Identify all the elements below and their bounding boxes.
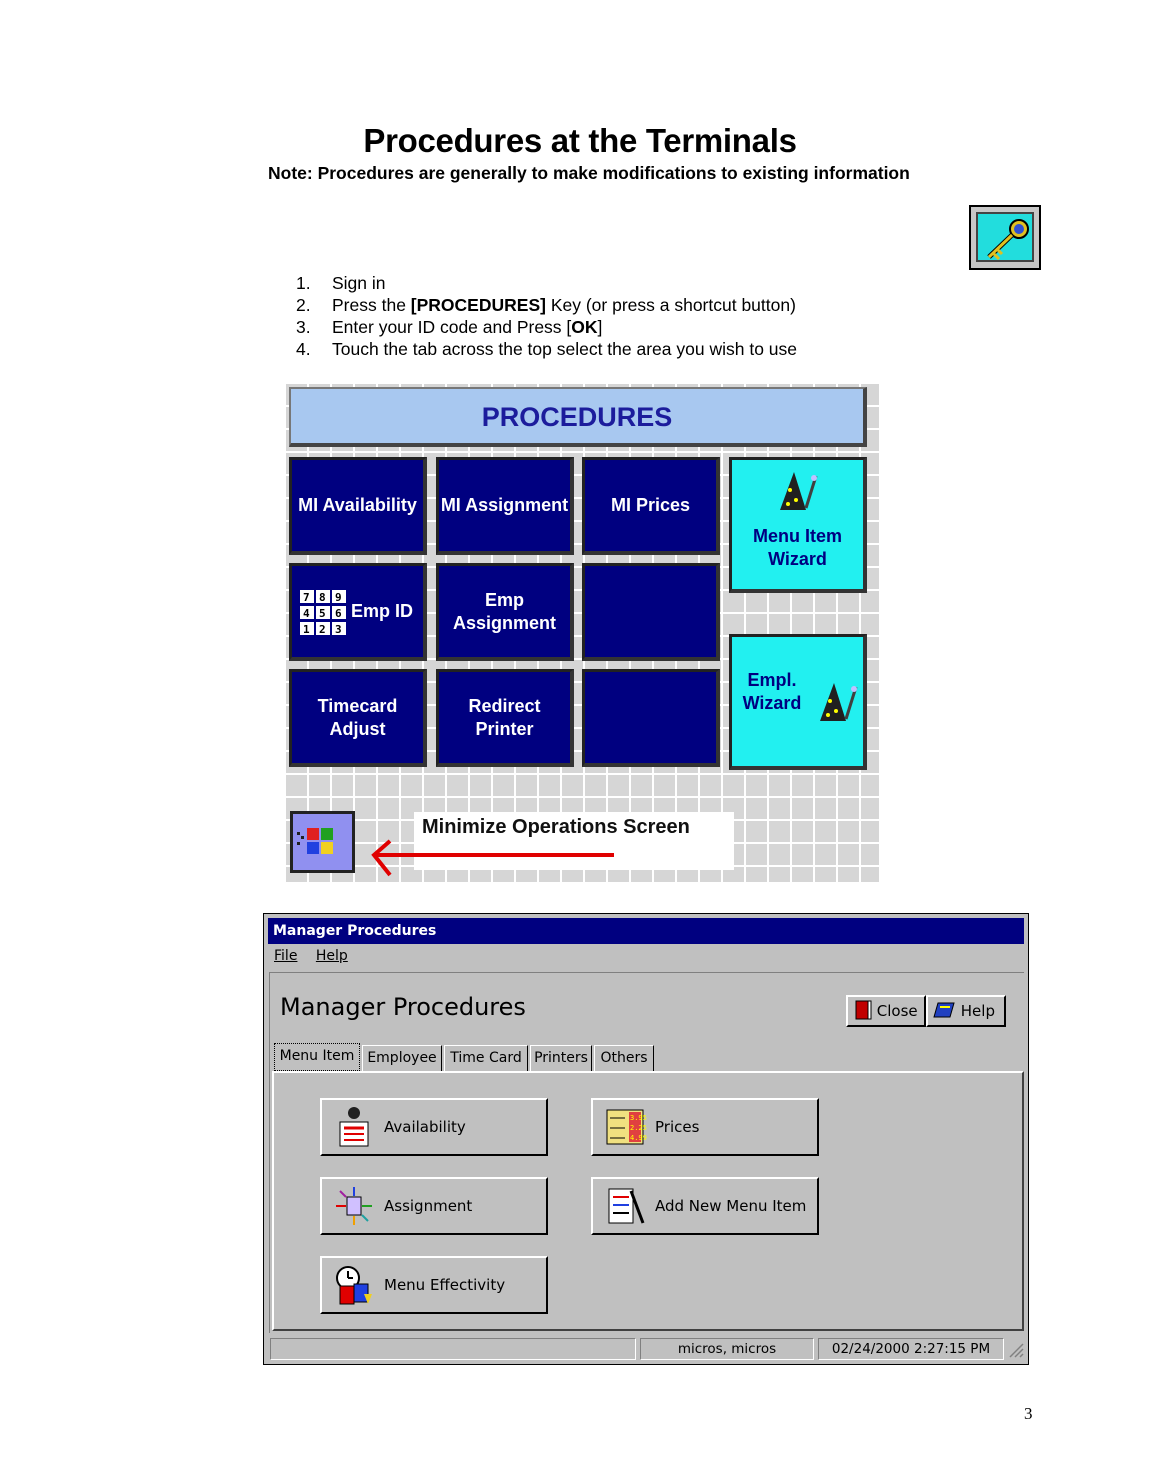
menu-item-wizard-button[interactable]: Menu Item Wizard bbox=[729, 457, 867, 593]
procedures-header: PROCEDURES bbox=[289, 387, 867, 447]
tab-menu-item[interactable]: Menu Item bbox=[274, 1043, 360, 1071]
prices-button[interactable]: 3.95 2.25 4.99 Prices bbox=[591, 1098, 819, 1156]
redirect-printer-button[interactable]: Redirect Printer bbox=[436, 669, 574, 767]
close-button[interactable]: Close bbox=[846, 995, 926, 1027]
help-book-icon bbox=[934, 1001, 956, 1019]
steps-list bbox=[296, 272, 797, 360]
add-new-menu-item-button[interactable]: Add New Menu Item bbox=[591, 1177, 819, 1235]
keypad-4: 4 bbox=[303, 607, 310, 620]
tab-printers[interactable]: Printers bbox=[530, 1045, 592, 1071]
blank-button-2[interactable] bbox=[582, 669, 720, 767]
tab-others[interactable]: Others bbox=[594, 1045, 654, 1071]
assignment-button[interactable]: Assignment bbox=[320, 1177, 548, 1235]
assignment-icon bbox=[334, 1185, 374, 1227]
mi-prices-button[interactable]: MI Prices bbox=[582, 457, 720, 555]
red-arrow-icon bbox=[366, 841, 616, 877]
procedures-screen bbox=[284, 382, 879, 882]
manager-heading: Manager Procedures bbox=[280, 993, 526, 1021]
help-button[interactable]: Help bbox=[926, 995, 1006, 1027]
price-value-3: 4.99 bbox=[630, 1134, 647, 1142]
window-titlebar: Manager Procedures bbox=[268, 918, 1024, 944]
manager-procedures-window bbox=[263, 913, 1029, 1365]
page-number: 3 bbox=[1024, 1404, 1033, 1423]
keypad-6: 6 bbox=[335, 607, 342, 620]
windows-logo-icon bbox=[293, 814, 352, 870]
page-note: Note: Procedures are generally to make modifications to existing information bbox=[268, 163, 910, 183]
wizard-hat-icon bbox=[776, 470, 820, 514]
menu-help[interactable]: Help bbox=[315, 948, 348, 964]
add-menu-item-icon bbox=[605, 1185, 645, 1227]
procedures-key-icon bbox=[969, 205, 1041, 270]
keypad-2: 2 bbox=[319, 623, 326, 636]
step-2: 2. Press the [PROCEDURES] Key (or press a shortcut button) bbox=[296, 295, 796, 315]
status-user: micros, micros bbox=[640, 1338, 814, 1360]
keypad-1: 1 bbox=[303, 623, 310, 636]
keypad-icon bbox=[300, 590, 348, 636]
keypad-3: 3 bbox=[335, 623, 342, 636]
emp-assignment-button[interactable]: Emp Assignment bbox=[436, 563, 574, 661]
wizard-hat-icon bbox=[816, 681, 860, 725]
step-4: 4. Touch the tab across the top select the area you wish to use bbox=[296, 339, 797, 359]
keypad-7: 7 bbox=[303, 591, 310, 604]
keypad-5: 5 bbox=[319, 607, 326, 620]
status-pane-empty bbox=[270, 1338, 636, 1360]
step-3: 3. Enter your ID code and Press [OK] bbox=[296, 317, 603, 337]
menu-effectivity-button[interactable]: Menu Effectivity bbox=[320, 1256, 548, 1314]
minimize-operations-button[interactable] bbox=[290, 811, 355, 873]
keypad-9: 9 bbox=[335, 591, 342, 604]
page-title: Procedures at the Terminals bbox=[363, 122, 797, 159]
price-list-icon bbox=[605, 1106, 645, 1148]
emp-id-button[interactable]: 7 8 9 4 5 6 1 2 3 Emp ID bbox=[289, 563, 427, 661]
empl-wizard-button[interactable]: Empl. Wizard bbox=[729, 634, 867, 770]
door-icon bbox=[854, 1000, 872, 1020]
availability-icon bbox=[334, 1106, 374, 1148]
clock-calendar-icon bbox=[334, 1264, 374, 1306]
menu-bar bbox=[274, 948, 362, 964]
status-datetime: 02/24/2000 2:27:15 PM bbox=[818, 1338, 1004, 1360]
price-value-2: 2.25 bbox=[630, 1124, 647, 1132]
step-1: 1. Sign in bbox=[296, 273, 386, 293]
callout-text: Minimize Operations Screen bbox=[422, 816, 690, 838]
keypad-8: 8 bbox=[319, 591, 326, 604]
resize-grip-icon[interactable] bbox=[1008, 1342, 1024, 1358]
blank-button-1[interactable] bbox=[582, 563, 720, 661]
tab-time-card[interactable]: Time Card bbox=[444, 1045, 528, 1071]
status-bar bbox=[268, 1338, 1026, 1360]
availability-button[interactable]: Availability bbox=[320, 1098, 548, 1156]
price-value-1: 3.95 bbox=[630, 1114, 647, 1122]
tab-employee[interactable]: Employee bbox=[362, 1045, 442, 1071]
timecard-adjust-button[interactable]: Timecard Adjust bbox=[289, 669, 427, 767]
mi-assignment-button[interactable]: MI Assignment bbox=[436, 457, 574, 555]
mi-availability-button[interactable]: MI Availability bbox=[289, 457, 427, 555]
menu-file[interactable]: File bbox=[274, 948, 298, 964]
